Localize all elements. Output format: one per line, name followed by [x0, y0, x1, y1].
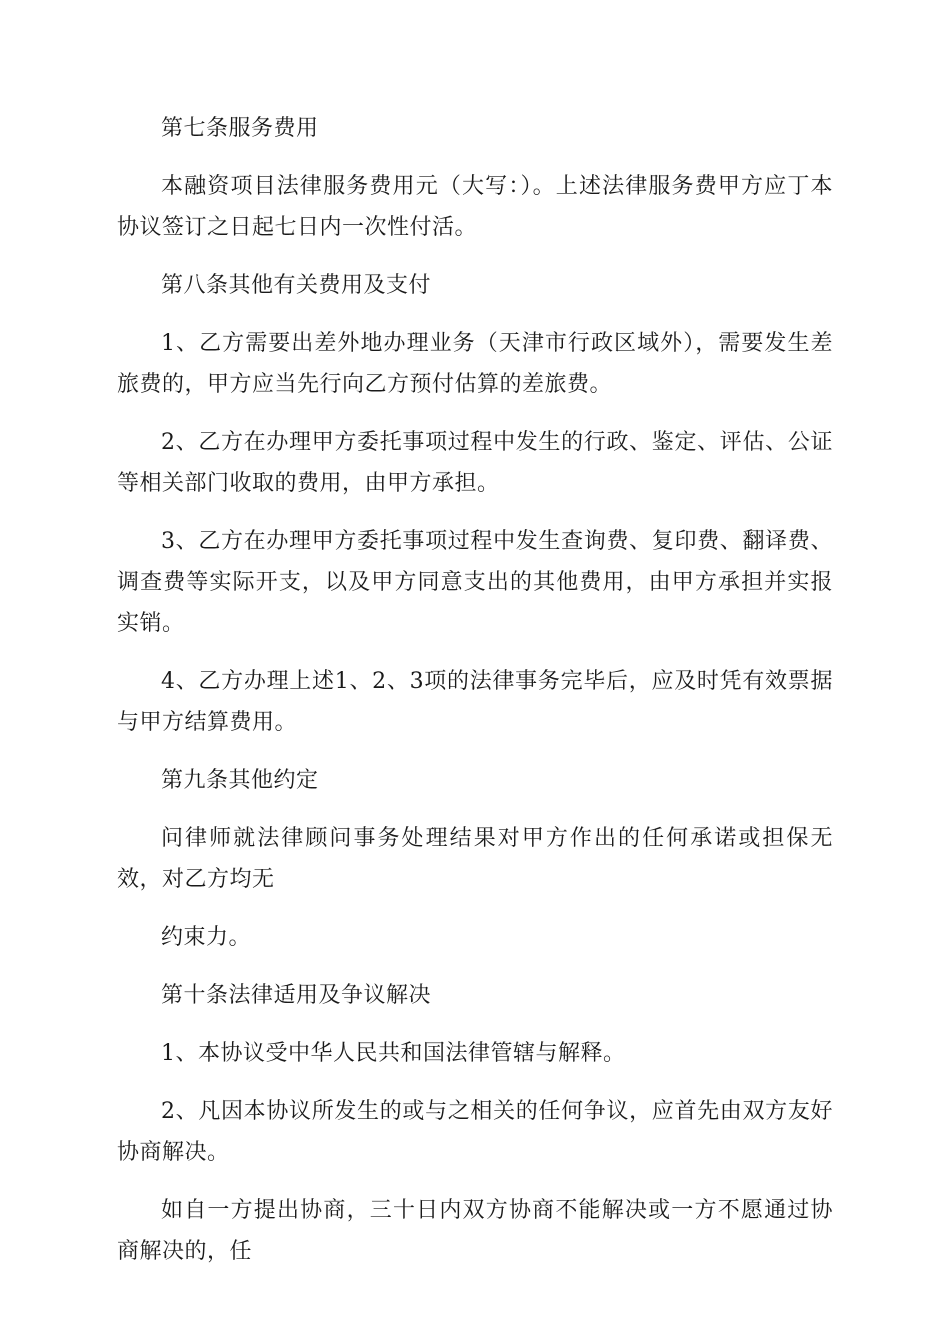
- article-10-heading: 第十条法律适用及争议解决: [161, 983, 432, 1008]
- article-9-paragraph: 问律师就法律顾问事务处理结果对甲方作出的任何承诺或担保无效，对乙方均无: [117, 826, 833, 892]
- article-8-item-3: 3、乙方在办理甲方委托事项过程中发生查询费、复印费、翻译费、调查费等实际开支，以及甲方同意支出的其他费用，由甲方承担并实报实销。: [117, 529, 833, 636]
- article-8-item-2: 2、乙方在办理甲方委托事项过程中发生的行政、鉴定、评估、公证等相关部门收取的费用，由甲方承担。: [117, 430, 833, 496]
- article-8-item-1: 1、乙方需要出差外地办理业务（天津市行政区域外），需要发生差旅费的，甲方应当先行向乙方预付估算的差旅费。: [117, 331, 833, 397]
- document-body: [117, 108, 833, 1289]
- article-7-fee-paragraph: 本融资项目法律服务费用元（大写：）。上述法律服务费甲方应丁本协议签订之日起七日内一次性付活。: [117, 174, 833, 240]
- article-10-item-2: 2、凡因本协议所发生的或与之相关的任何争议，应首先由双方友好协商解决。: [117, 1099, 833, 1165]
- article-10-continuation: 如自一方提出协商，三十日内双方协商不能解决或一方不愿通过协商解决的，任: [117, 1198, 833, 1264]
- article-9-continuation: 约束力。: [161, 925, 252, 950]
- article-8-heading: 第八条其他有关费用及支付: [161, 273, 432, 298]
- article-8-item-4: 4、乙方办理上述1、2、3项的法律事务完毕后，应及时凭有效票据与甲方结算费用。: [117, 669, 833, 735]
- article-10-item-1: 1、本协议受中华人民共和国法律管辖与解释。: [161, 1041, 626, 1066]
- article-9-heading: 第九条其他约定: [161, 768, 319, 793]
- article-7-heading: 第七条服务费用: [161, 116, 319, 141]
